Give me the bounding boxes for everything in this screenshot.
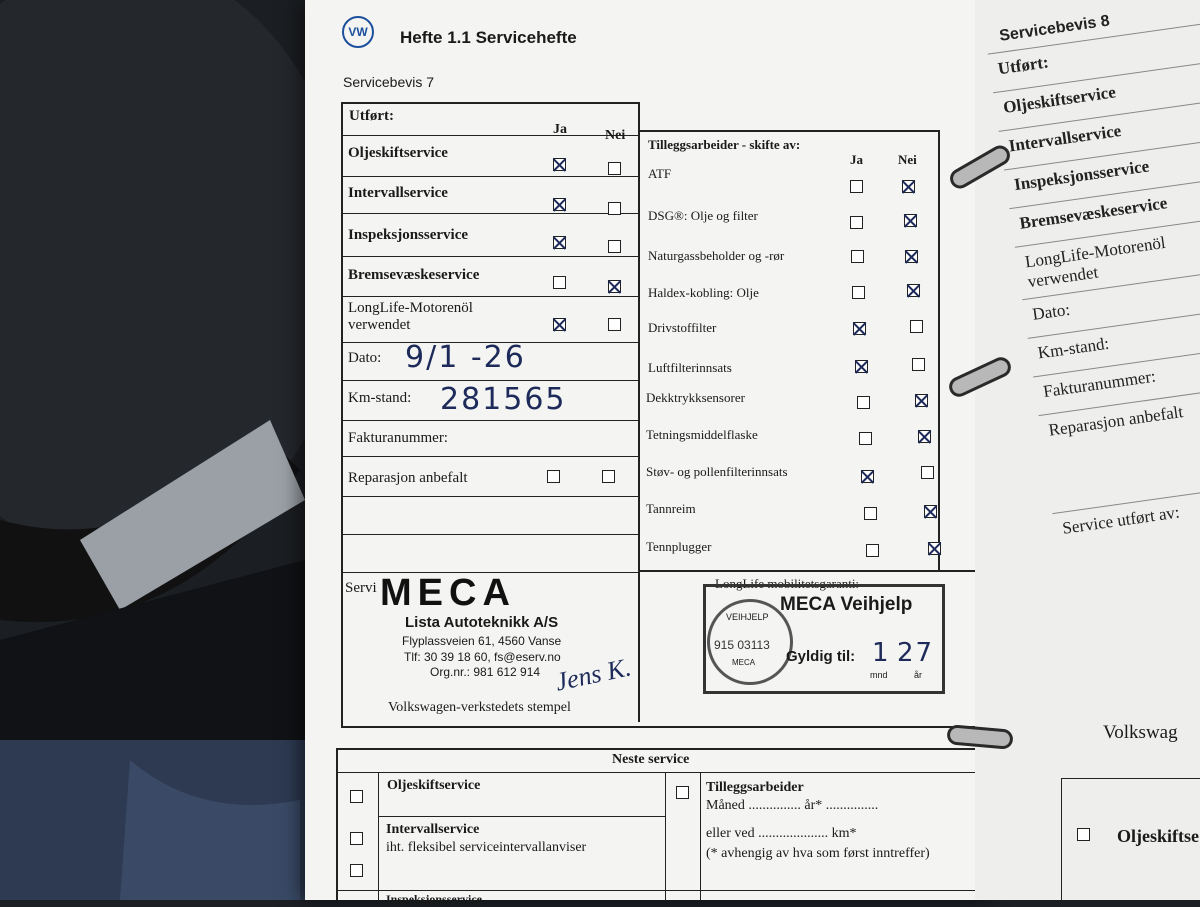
stamp-caption: Volkswagen-verkstedets stempel (388, 700, 571, 715)
checkbox-tetning-ja[interactable] (859, 432, 872, 445)
checkbox-atf-nei[interactable] (902, 180, 915, 193)
checkbox-reparasjon-ja[interactable] (547, 470, 560, 483)
tillegg-row-naturgass: Naturgassbeholder og -rør (648, 248, 785, 263)
section-title: Servicebevis 7 (343, 74, 435, 90)
nei-header: Nei (605, 128, 626, 143)
stamp-phone: Tlf: 30 39 18 60, fs@eserv.no (404, 650, 561, 664)
checkbox-dekktrykk-ja[interactable] (857, 396, 870, 409)
checkbox-intervall-ja[interactable] (553, 198, 566, 211)
ja-header: Ja (553, 122, 567, 137)
tillegg-row-stov: Støv- og pollenfilterinnsats (646, 464, 788, 479)
checkbox-oljeskift-nei[interactable] (608, 162, 621, 175)
checkbox-drivstoff-ja[interactable] (853, 322, 866, 335)
checkbox-stov-nei[interactable] (921, 466, 934, 479)
page2-row-km: Km-stand: (1028, 306, 1200, 377)
checkbox-bremse-ja[interactable] (553, 276, 566, 289)
checkbox-dekktrykk-nei[interactable] (915, 394, 928, 407)
tillegg-row-tetning: Tetningsmiddelflaske (646, 427, 758, 442)
checkbox-bremse-nei[interactable] (608, 280, 621, 293)
tillegg-row-luftfilter: Luftfilterinnsats (648, 360, 732, 375)
row-oljeskift: Oljeskiftservice (348, 145, 448, 161)
longlife-label: LongLife mobilitetsgaranti: (715, 576, 860, 591)
longlife-brand: MECA Veihjelp (780, 594, 913, 615)
tillegg-row-dekktrykk: Dekktrykksensorer (646, 390, 745, 405)
page2-row-reparasjon: Reparasjon anbefalt (1039, 383, 1200, 454)
checkbox-drivstoff-nei[interactable] (910, 320, 923, 333)
page2-row-bremse: Bremsevæskeservice (1009, 176, 1200, 247)
checkbox-inspeksjon-nei[interactable] (608, 240, 621, 253)
dato-label: Dato: (348, 350, 382, 366)
tillegg-row-atf: ATF (648, 166, 672, 181)
reparasjon-label: Reparasjon anbefalt (348, 470, 468, 486)
page2-row-longlife: LongLife-Motorenöl verwendet (1015, 215, 1200, 299)
seal-bottom: MECA (732, 658, 756, 667)
stamp-orgnr: Org.nr.: 981 612 914 (430, 665, 541, 679)
neste-maned: Måned ............... år* ............... (706, 798, 879, 813)
page2-footer: Volkswag (1103, 722, 1178, 743)
seal-top: VEIHJELP (726, 612, 769, 622)
page2-row-intervall: Intervallservice (999, 99, 1200, 170)
ar-label: år (914, 670, 923, 680)
checkbox-page2-oljeskift[interactable] (1077, 828, 1090, 841)
stamp-company: Lista Autoteknikk A/S (405, 614, 559, 631)
neste-tillegg: Tilleggsarbeider (706, 780, 804, 795)
tillegg-row-dsg: DSG®: Olje og filter (648, 208, 758, 223)
checkbox-dsg-ja[interactable] (850, 216, 863, 229)
page2-bottom: Oljeskiftse (1117, 826, 1199, 846)
neste-note: (* avhengig av hva som først inntreffer) (706, 846, 930, 861)
neste-oljeskift: Oljeskiftservice (387, 778, 481, 793)
tillegg-title: Tilleggsarbeider - skifte av: (648, 137, 801, 152)
km-value: 281565 (440, 382, 567, 417)
row-inspeksjon: Inspeksjonsservice (348, 227, 469, 243)
row-longlife: LongLife-Motorenöl (348, 300, 473, 316)
checkbox-haldex-ja[interactable] (852, 286, 865, 299)
checkbox-neste-tillegg[interactable] (676, 786, 689, 799)
checkbox-intervall-nei[interactable] (608, 202, 621, 215)
checkbox-haldex-nei[interactable] (907, 284, 920, 297)
checkbox-tetning-nei[interactable] (918, 430, 931, 443)
neste-intervall-sub: iht. fleksibel serviceintervallanviser (386, 840, 587, 855)
page2-row-inspeksjon: Inspeksjonsservice (1004, 138, 1200, 209)
checkbox-atf-ja[interactable] (850, 180, 863, 193)
tillegg-row-tannreim: Tannreim (646, 501, 696, 516)
checkbox-luftfilter-ja[interactable] (855, 360, 868, 373)
stamp-address: Flyplassveien 61, 4560 Vanse (402, 634, 562, 648)
booklet-title: Hefte 1.1 Servicehefte (400, 28, 577, 47)
checkbox-stov-ja[interactable] (861, 470, 874, 483)
checkbox-neste-intervall[interactable] (350, 832, 363, 845)
page2-row-dato: Dato: (1022, 267, 1200, 338)
gyldig-month: 1 (872, 638, 891, 668)
checkbox-longlife-ja[interactable] (553, 318, 566, 331)
checkbox-tennplugger-nei[interactable] (928, 542, 941, 555)
checkbox-oljeskift-ja[interactable] (553, 158, 566, 171)
checkbox-reparasjon-nei[interactable] (602, 470, 615, 483)
neste-service-title: Neste service (612, 752, 690, 767)
checkbox-dsg-nei[interactable] (904, 214, 917, 227)
page2-row-faktura: Fakturanummer: (1033, 344, 1200, 415)
neste-inspeksjon: Inspeksjonsservice (386, 892, 483, 906)
checkbox-naturgass-nei[interactable] (905, 250, 918, 263)
checkbox-tannreim-nei[interactable] (924, 505, 937, 518)
checkbox-tennplugger-ja[interactable] (866, 544, 879, 557)
checkbox-longlife-nei[interactable] (608, 318, 621, 331)
page2-row-utfort: Utført: (988, 22, 1200, 93)
neste-eller: eller ved .................... km* (706, 826, 857, 841)
row-intervall: Intervallservice (348, 185, 448, 201)
faktura-label: Fakturanummer: (348, 430, 448, 446)
tillegg-ja: Ja (850, 152, 863, 167)
km-label: Km-stand: (348, 390, 412, 406)
dato-value: 9/1 -26 (405, 340, 526, 375)
service-utfort-label: Servi (345, 580, 377, 596)
tillegg-row-drivstoff: Drivstoffilter (648, 320, 717, 335)
page2-row-oljeskift: Oljeskiftservice (993, 60, 1200, 131)
signature: Jens K. (552, 652, 634, 697)
page2-title: Servicebevis 8 (998, 12, 1111, 45)
vw-logo-icon: VW (342, 16, 374, 48)
tillegg-nei: Nei (898, 152, 917, 167)
page2-row-service: Service utført av: (1052, 481, 1200, 552)
gyldig-label: Gyldig til: (786, 648, 856, 665)
mnd-label: mnd (870, 670, 888, 680)
neste-intervall: Intervallservice (386, 822, 480, 837)
checkbox-luftfilter-nei[interactable] (912, 358, 925, 371)
gyldig-year: 27 (897, 638, 935, 668)
service-booklet-next-page (975, 0, 1200, 900)
seal-phone: 915 03113 (714, 638, 770, 652)
tillegg-row-haldex: Haldex-kobling: Olje (648, 285, 759, 300)
checkbox-naturgass-ja[interactable] (851, 250, 864, 263)
checkbox-neste-oljeskift[interactable] (350, 790, 363, 803)
checkbox-neste-intervall-2[interactable] (350, 864, 363, 877)
tillegg-row-tennplugger: Tennplugger (646, 539, 712, 554)
row-longlife-2: verwendet (348, 317, 411, 333)
utfort-label: Utført: (349, 108, 394, 124)
checkbox-inspeksjon-ja[interactable] (553, 236, 566, 249)
row-bremsevaeske: Bremsevæskeservice (348, 267, 480, 283)
meca-logo: MECA (380, 572, 516, 614)
checkbox-tannreim-ja[interactable] (864, 507, 877, 520)
